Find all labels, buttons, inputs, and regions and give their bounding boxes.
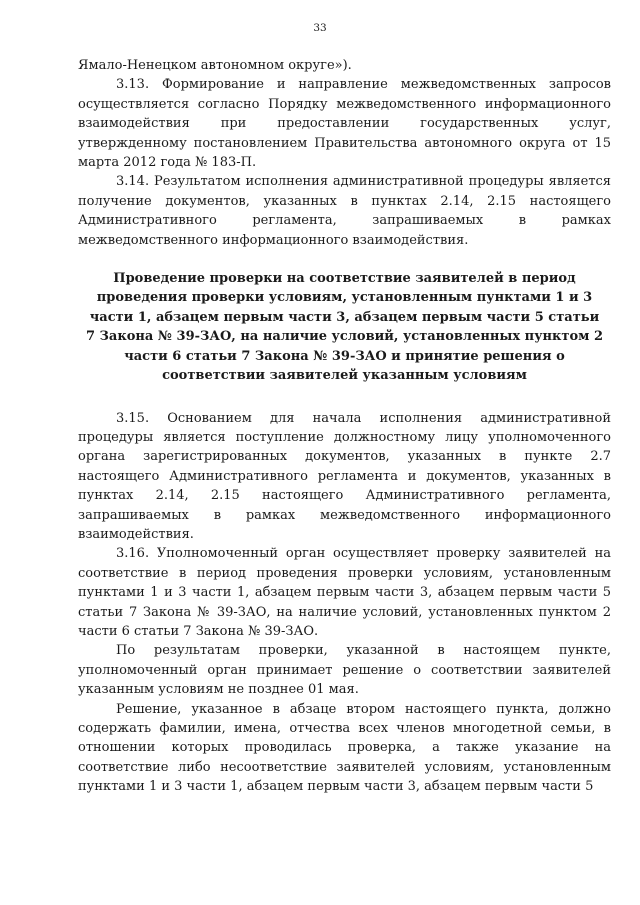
- paragraph-3-14: 3.14. Результатом исполнения административной процедуры является получение документов, указанных в пунктах 2.14, 2.15 настоящего Административного регламента, запрашиваемых в рамках межведомственного информационного взаимодействия.: [78, 174, 611, 248]
- paragraph-continuation: Ямало-Ненецком автономном округе»).: [78, 58, 352, 73]
- document-body: [78, 56, 611, 797]
- paragraph-3-16-third: Решение, указанное в абзаце втором настоящего пункта, должно содержать фамилии, имена, отчества всех членов многодетной семьи, в отношении которых проводилась проверка, а также указание на соответствие либо несоответствие заявителей условиям, установленным пунктами 1 и 3 части 1, абзацем первым части 3, абзацем первым части 5: [78, 701, 611, 795]
- paragraph-3-13: 3.13. Формирование и направление межведомственных запросов осуществляется согласно Порядку межведомственного информационного взаимодействия при предоставлении государственных услуг, утвержденному постановлением Правительства автономного округа от 15 марта 2012 года № 183-П.: [78, 77, 611, 171]
- paragraph-3-15: 3.15. Основанием для начала исполнения административной процедуры является поступление должностному лицу уполномоченного органа зарегистрированных документов, указанных в пункте 2.7 настоящего Административного регламента и документов, указанных в пунктах 2.14, 2.15 настоящего Административного регламента, запрашиваемых в рамках межведомственного информационного взаимодействия.: [78, 410, 611, 542]
- section-heading: Проведение проверки на соответствие заявителей в период проведения проверки условиям, установленным пунктами 1 и 3 части 1, абзацем первым части 3, абзацем первым части 5 статьи 7 Закона № 39-ЗАО, на наличие условий, установленных пунктом 2 части 6 статьи 7 Закона № 39-ЗАО и принятие решения о соответствии заявителей указанным условиям: [85, 271, 604, 384]
- paragraph-3-16: 3.16. Уполномоченный орган осуществляет проверку заявителей на соответствие в период проведения проверки условиям, установленным пунктами 1 и 3 части 1, абзацем первым части 3, абзацем первым части 5 статьи 7 Закона № 39-ЗАО, на наличие условий, установленных пунктом 2 части 6 статьи 7 Закона № 39-ЗАО.: [78, 546, 611, 639]
- page-number: 33: [313, 22, 327, 34]
- paragraph-3-16-second: По результатам проверки, указанной в настоящем пункте, уполномоченный орган принимает решение о соответствии заявителей указанным условиям не позднее 01 мая.: [78, 643, 611, 698]
